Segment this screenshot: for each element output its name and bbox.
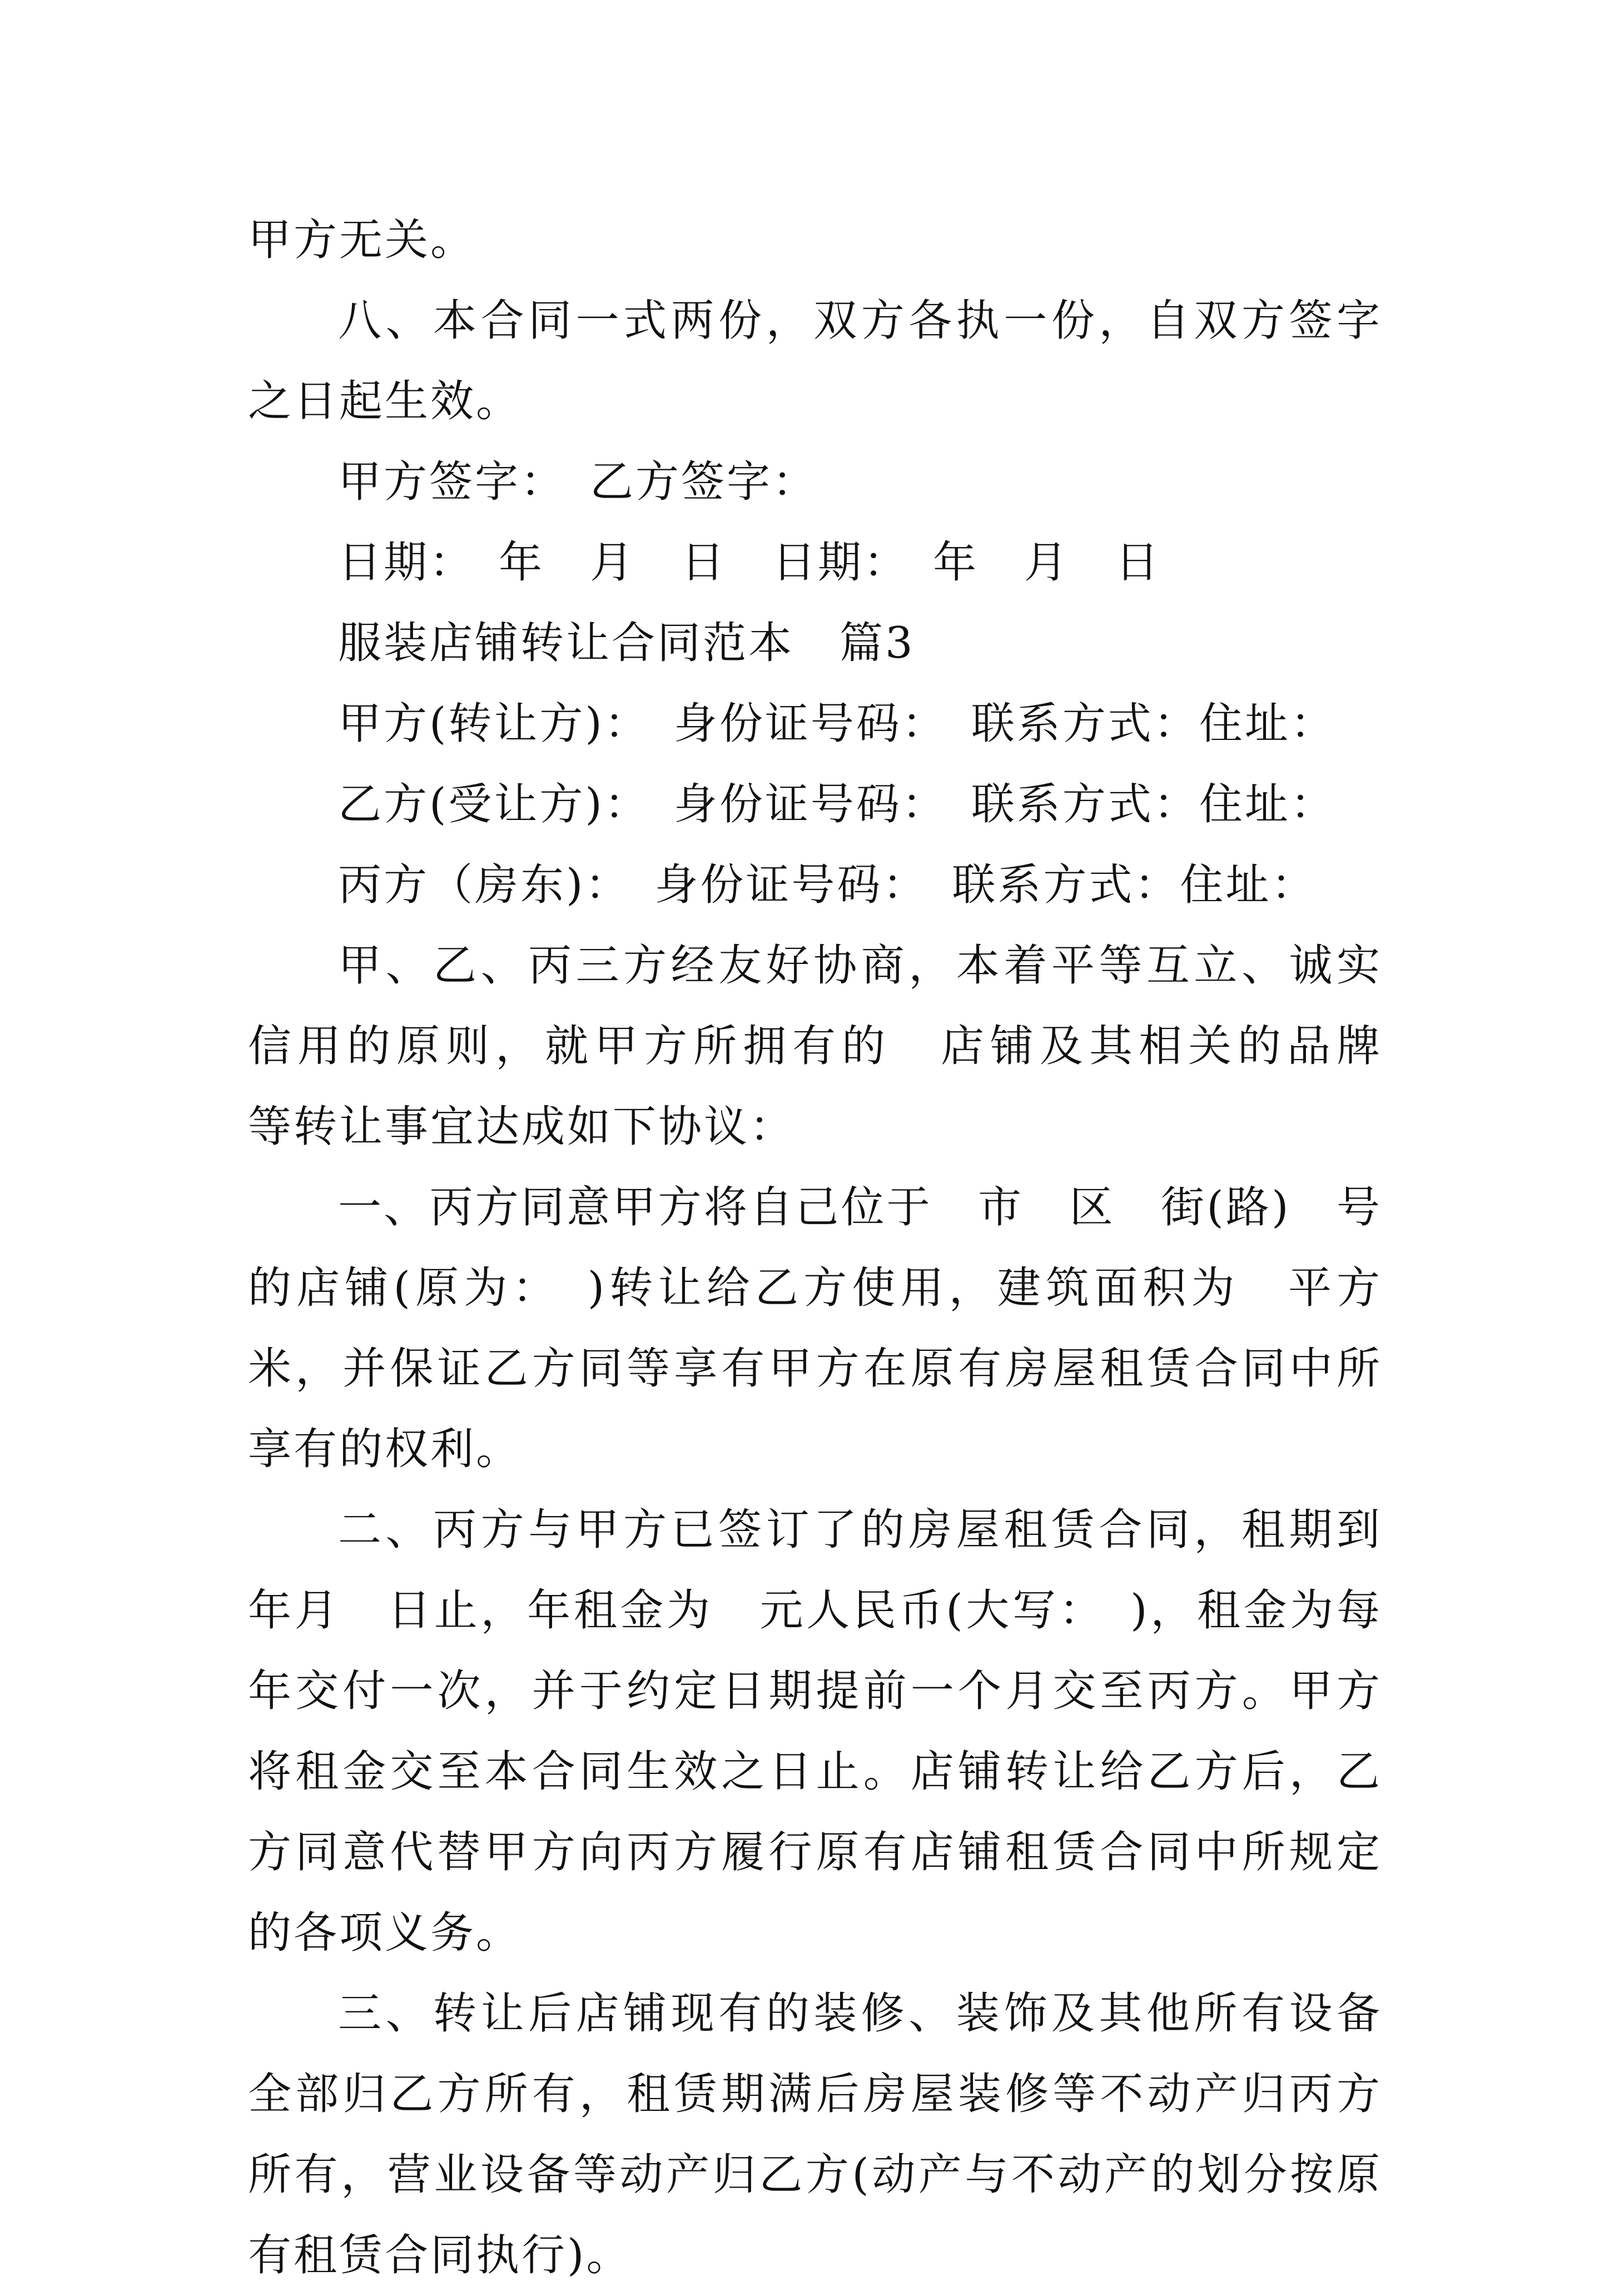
party-b-line: 乙方(受让方)： 身份证号码： 联系方式：住址： [338, 779, 1336, 829]
paragraph-clause-2: 二、丙方与甲方已签订了的房屋租赁合同，租期到 年月 日止，年租金为 元人民币(大写： )，租金为每年交付一次，并于约定日期提前一个月交至丙方。甲方将租金交至本合同生效之日止。店铺转让给乙方后，乙方同意代替甲方向丙方履行原有店铺租赁合同中所规定的各项义务。 [248, 1505, 1428, 1958]
document-body [248, 200, 1428, 2296]
party-c-line: 丙方（房东)： 身份证号码： 联系方式：住址： [338, 860, 1317, 910]
paragraph-clause-3: 三、转让后店铺现有的装修、装饰及其他所有设备全部归乙方所有，租赁期满后房屋装修等不动产归丙方所有，营业设备等动产归乙方(动产与不动产的划分按原有租赁合同执行)。 [248, 1989, 1382, 2280]
signature-line: 甲方签字： 乙方签字： [338, 457, 818, 507]
date-line: 日期： 年 月 日 日期： 年 月 日 [338, 538, 1161, 588]
party-a-line: 甲方(转让方)： 身份证号码： 联系方式：住址： [338, 699, 1336, 749]
paragraph-preamble: 甲、乙、丙三方经友好协商，本着平等互立、诚实信用的原则，就甲方所拥有的 店铺及其相关的品牌 等转让事宜达成如下协议： [248, 941, 1428, 1152]
contract-section-title: 服装店铺转让合同范本 篇3 [338, 618, 915, 668]
paragraph-clause-1: 一、丙方同意甲方将自己位于 市 区 街(路) 号的店铺(原为： )转让给乙方使用，建筑面积为 平方米，并保证乙方同等享有甲方在原有房屋租赁合同中所享有的权利。 [248, 1182, 1382, 1474]
paragraph-end-of-clause: 甲方无关。 [248, 215, 476, 265]
paragraph-clause-8: 八、本合同一式两份，双方各执一份，自双方签字之日起生效。 [248, 296, 1382, 426]
